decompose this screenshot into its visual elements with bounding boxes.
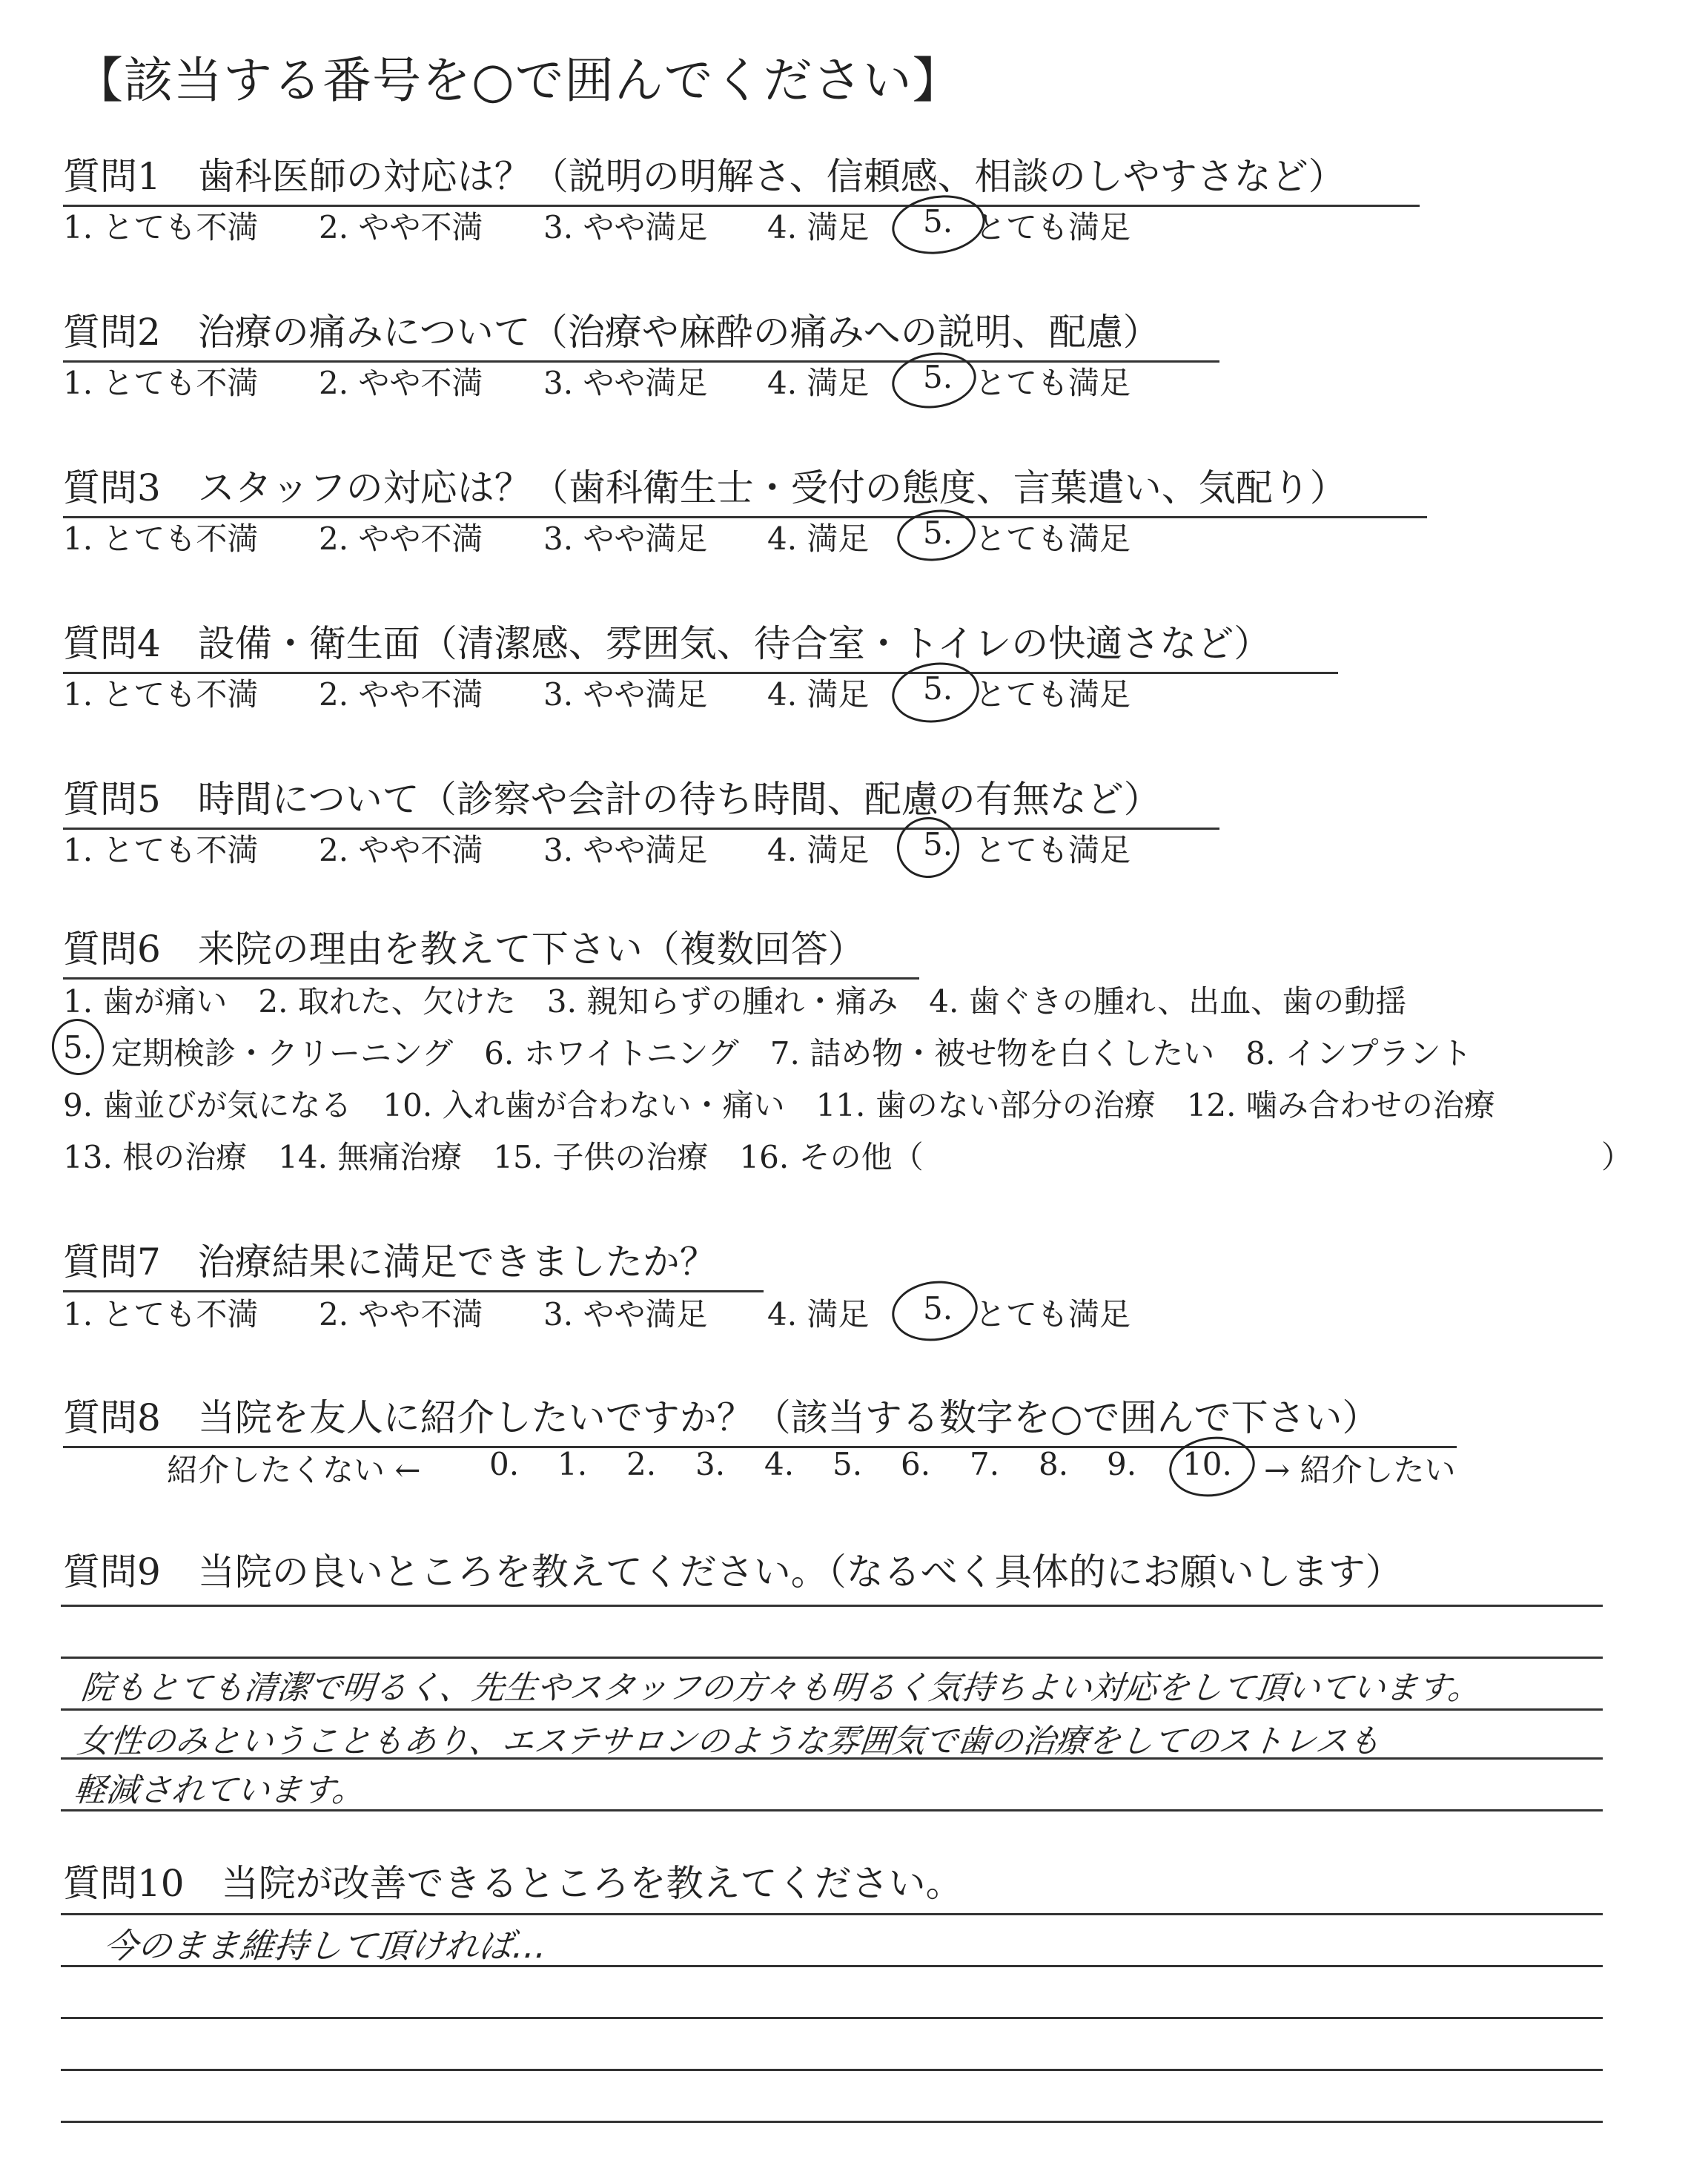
answer-line xyxy=(61,1708,1603,1711)
q8-number-2: 2. xyxy=(626,1446,657,1482)
q8-right-label: → 紹介したい xyxy=(1264,1452,1456,1488)
q8-number-1: 1. xyxy=(557,1446,588,1482)
q6-line-4: 13. 根の治療 14. 無痛治療 15. 子供の治療 16. その他（ xyxy=(63,1139,924,1175)
q6-circled-option: 5. xyxy=(63,1029,93,1066)
option-3: 3. やや満足 xyxy=(543,209,708,245)
option-1: 1. とても不満 xyxy=(63,209,259,245)
option-5: 5. xyxy=(923,826,953,862)
q6-line-3: 9. 歯並びが気になる 10. 入れ歯が合わない・痛い 11. 歯のない部分の治療 12. 噛み合わせの治療 xyxy=(63,1087,1495,1123)
answer-line xyxy=(61,1913,1603,1915)
option-4: 4. 満足 xyxy=(767,365,870,401)
option-1: 1. とても不満 xyxy=(63,832,259,868)
handwritten-answer-line: 軽減されています。 xyxy=(71,1771,367,1809)
option-2: 2. やや不満 xyxy=(319,676,483,713)
question-title: 質問10 当院が改善できるところを教えてください。 xyxy=(63,1862,963,1905)
question-title: 質問5 時間について（診察や会計の待ち時間、配慮の有無など） xyxy=(63,770,1219,830)
question-title: 質問9 当院の良いところを教えてください。（なるべく具体的にお願いします） xyxy=(63,1550,1403,1593)
answer-line xyxy=(61,2121,1603,2123)
options-row xyxy=(63,1290,1175,1335)
option-5: 5. xyxy=(923,515,953,551)
selection-circle xyxy=(888,1275,982,1346)
q8-number-0: 0. xyxy=(489,1446,520,1482)
question-title: 質問4 設備・衛生面（清潔感、雰囲気、待合室・トイレの快適さなど） xyxy=(63,614,1338,674)
q8-number-9: 9. xyxy=(1107,1446,1137,1482)
option-4: 4. 満足 xyxy=(767,1296,870,1332)
options-row xyxy=(63,670,1175,715)
answer-line xyxy=(61,2069,1603,2071)
q6-line-2: 定期検診・クリーニング 6. ホワイトニング 7. 詰め物・被せ物を白くしたい 8. インプラント xyxy=(111,1035,1472,1071)
q8-number-6: 6. xyxy=(901,1446,931,1482)
answer-line xyxy=(61,1605,1603,1607)
option-2: 2. やや不満 xyxy=(319,209,483,245)
option-5: 5. xyxy=(923,670,953,707)
option-5: 5. xyxy=(923,203,953,240)
q6-close-paren: ） xyxy=(1601,1139,1633,1175)
options-row xyxy=(63,826,1175,871)
option-3: 3. やや満足 xyxy=(543,1296,708,1332)
q8-number-10: 10. xyxy=(1182,1446,1232,1482)
option-5-label: とても満足 xyxy=(975,832,1131,868)
option-3: 3. やや満足 xyxy=(543,521,708,557)
q8-number-3: 3. xyxy=(695,1446,726,1482)
selection-circle xyxy=(48,1015,107,1078)
option-2: 2. やや不満 xyxy=(319,832,483,868)
question-title: 質問3 スタッフの対応は？（歯科衛生士・受付の態度、言葉遣い、気配り） xyxy=(63,458,1427,518)
page-title: 【該当する番号を○で囲んでください】 xyxy=(74,52,962,109)
option-1: 1. とても不満 xyxy=(63,1296,259,1332)
question-title: 質問8 当院を友人に紹介したいですか？（該当する数字を○で囲んで下さい） xyxy=(63,1388,1457,1448)
handwritten-answer-line: 院もとても清潔で明るく、先生やスタッフの方々も明るく気持ちよい対応をして頂いています。 xyxy=(79,1669,1483,1707)
option-5: 5. xyxy=(923,1290,953,1327)
option-5-label: とても満足 xyxy=(975,365,1131,401)
option-4: 4. 満足 xyxy=(767,676,870,713)
handwritten-answer-line: 女性のみということもあり、エステサロンのような雰囲気で歯の治療をしてのストレスも xyxy=(75,1723,1383,1760)
option-3: 3. やや満足 xyxy=(543,676,708,713)
options-row xyxy=(63,515,1175,559)
option-5-label: とても満足 xyxy=(975,676,1131,713)
q8-number-4: 4. xyxy=(764,1446,795,1482)
option-3: 3. やや満足 xyxy=(543,832,708,868)
selection-circle xyxy=(894,505,979,566)
option-1: 1. とても不満 xyxy=(63,676,259,713)
option-5-label: とても満足 xyxy=(975,521,1131,557)
option-3: 3. やや満足 xyxy=(543,365,708,401)
question-title: 質問6 来院の理由を教えて下さい（複数回答） xyxy=(63,919,919,980)
q8-scale xyxy=(167,1446,1501,1490)
handwritten-answer-line: 今のまま維持して頂ければ… xyxy=(101,1926,549,1966)
option-5-label: とても満足 xyxy=(975,209,1131,245)
option-1: 1. とても不満 xyxy=(63,365,259,401)
answer-line xyxy=(61,1657,1603,1659)
option-2: 2. やや不満 xyxy=(319,365,483,401)
option-4: 4. 満足 xyxy=(767,521,870,557)
option-4: 4. 満足 xyxy=(767,209,870,245)
question-title: 質問2 治療の痛みについて（治療や麻酔の痛みへの説明、配慮） xyxy=(63,303,1219,363)
option-2: 2. やや不満 xyxy=(319,1296,483,1332)
q6-line-1: 1. 歯が痛い 2. 取れた、欠けた 3. 親知らずの腫れ・痛み 4. 歯ぐきの腫れ、出血、歯の動揺 xyxy=(63,983,1407,1020)
option-4: 4. 満足 xyxy=(767,832,870,868)
answer-line xyxy=(61,2017,1603,2019)
option-5: 5. xyxy=(923,359,953,395)
option-1: 1. とても不満 xyxy=(63,521,259,557)
options-row xyxy=(63,359,1175,403)
question-title: 質問1 歯科医師の対応は？（説明の明解さ、信頼感、相談のしやすさなど） xyxy=(63,147,1420,207)
option-2: 2. やや不満 xyxy=(319,521,483,557)
q8-left-label: 紹介したくない ← xyxy=(167,1452,421,1488)
q8-number-7: 7. xyxy=(970,1446,1000,1482)
question-title: 質問7 治療結果に満足できましたか？ xyxy=(63,1232,764,1292)
options-row xyxy=(63,203,1175,248)
q8-number-5: 5. xyxy=(833,1446,863,1482)
option-5-label: とても満足 xyxy=(975,1296,1131,1332)
q8-number-8: 8. xyxy=(1039,1446,1069,1482)
